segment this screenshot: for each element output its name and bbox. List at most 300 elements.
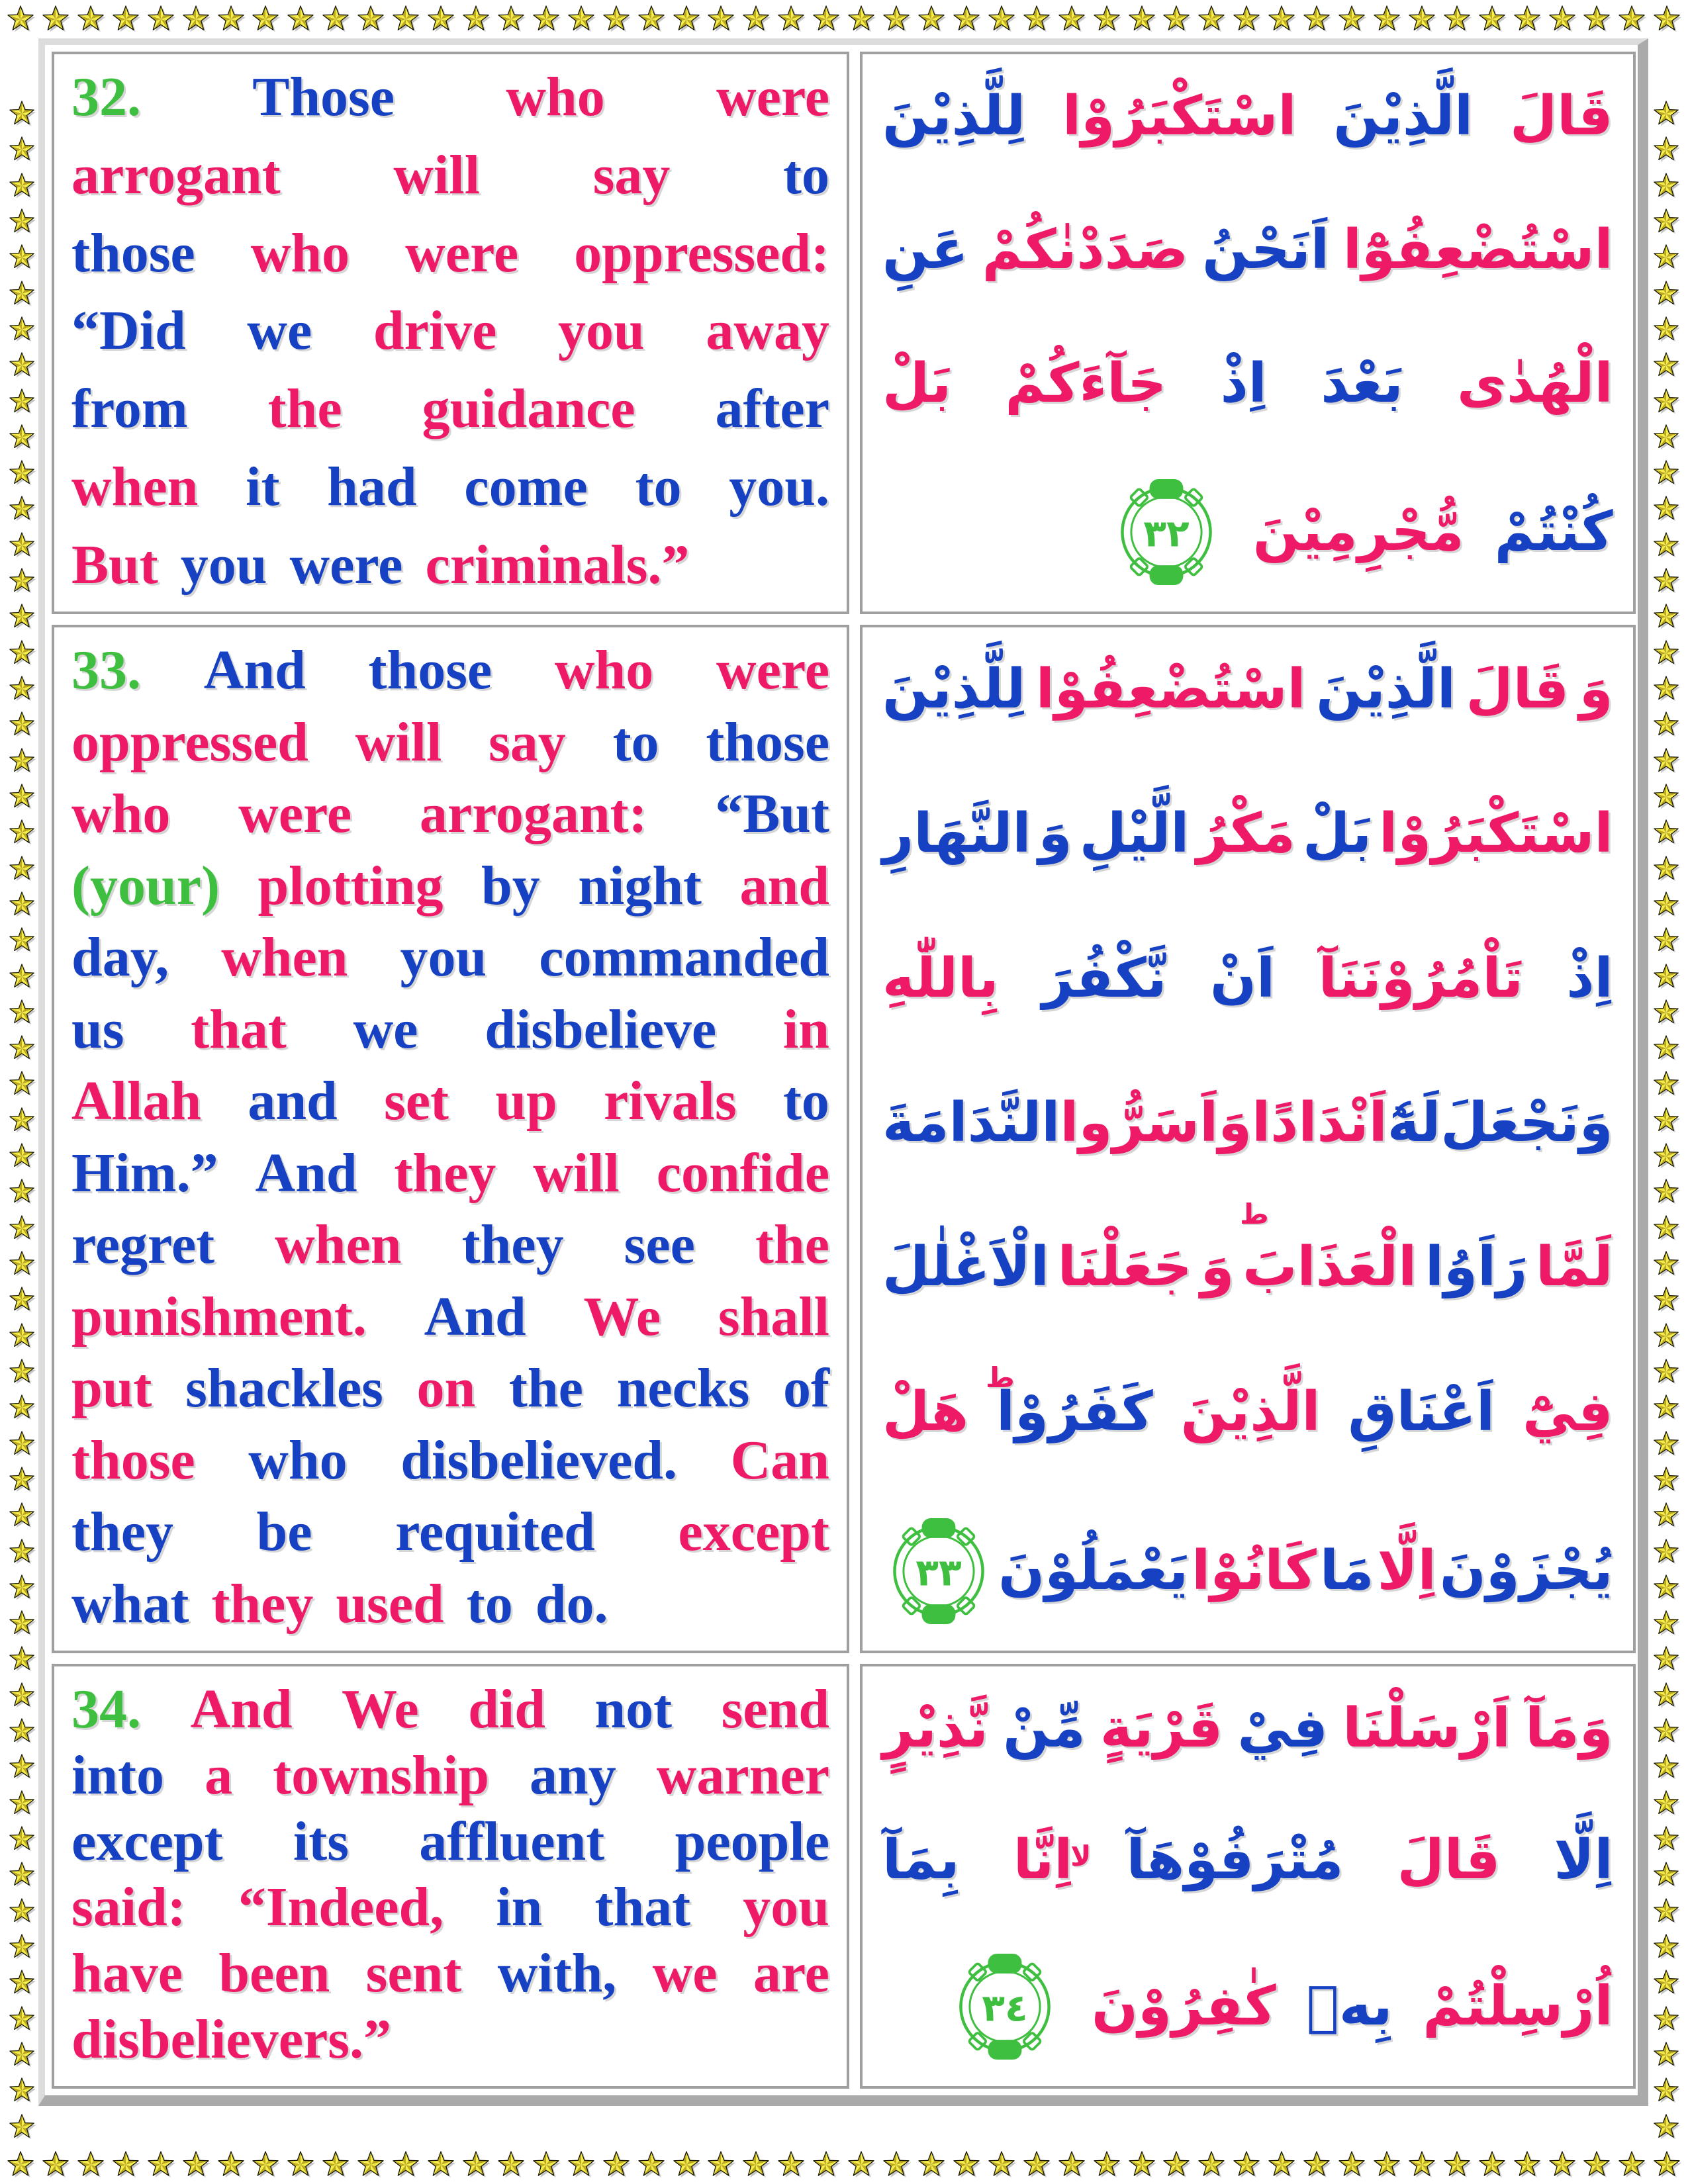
star-icon bbox=[5, 4, 36, 34]
english-word: it bbox=[246, 456, 280, 518]
waqf-mark: لا bbox=[1070, 1840, 1092, 1873]
english-word: by bbox=[481, 854, 540, 917]
star-icon bbox=[320, 2150, 351, 2180]
verse-33-arabic-cell bbox=[860, 625, 1636, 1653]
arabic-word: نَّذِيْرٍ bbox=[882, 1697, 988, 1760]
star-icon bbox=[811, 4, 841, 34]
arabic-line bbox=[882, 936, 1613, 1021]
arabic-word: بَلْ bbox=[1303, 802, 1372, 866]
star-icon bbox=[1512, 2150, 1542, 2180]
star-icon bbox=[1652, 1322, 1681, 1351]
star-icon bbox=[1652, 1933, 1681, 1962]
arabic-word: فِيْ bbox=[1237, 1697, 1328, 1760]
star-icon bbox=[1652, 1250, 1681, 1279]
star-icon bbox=[7, 1933, 36, 1962]
star-icon bbox=[1652, 1106, 1681, 1135]
star-icon bbox=[7, 1069, 36, 1099]
star-icon bbox=[881, 2150, 912, 2180]
star-icon bbox=[1652, 1430, 1681, 1459]
star-icon bbox=[1196, 2150, 1227, 2180]
arabic-word: نَّكْفُرَ bbox=[1042, 946, 1167, 1010]
star-icon bbox=[1512, 4, 1542, 34]
star-icon bbox=[1652, 531, 1681, 560]
verse-32-english-cell bbox=[52, 52, 849, 614]
star-icon bbox=[7, 99, 36, 128]
english-line bbox=[71, 1941, 829, 2005]
arabic-word: الَّذِيْنَ bbox=[1316, 658, 1456, 721]
star-icon bbox=[1652, 1214, 1681, 1243]
english-word: they bbox=[461, 1214, 564, 1276]
english-word: send bbox=[721, 1678, 829, 1740]
arabic-word: النَّهَارِ bbox=[882, 802, 1031, 866]
star-icon bbox=[146, 4, 176, 34]
english-word: who bbox=[250, 222, 350, 284]
star-icon bbox=[776, 4, 806, 34]
star-icon bbox=[846, 4, 876, 34]
english-word: Allah bbox=[71, 1070, 202, 1132]
english-word: Can bbox=[730, 1429, 829, 1491]
star-icon bbox=[111, 4, 141, 34]
english-word: We bbox=[583, 1285, 661, 1347]
english-word: And bbox=[190, 1678, 293, 1740]
arabic-word: اِنَّا bbox=[1013, 1829, 1073, 1891]
star-icon bbox=[1652, 1142, 1681, 1171]
star-icon bbox=[250, 2150, 281, 2180]
star-icon bbox=[355, 4, 386, 34]
arabic-word: مُّجْرِمِيْنَ bbox=[1252, 500, 1464, 564]
star-icon bbox=[1652, 782, 1681, 811]
english-word: 34. bbox=[71, 1678, 141, 1740]
arabic-word: اِذْ bbox=[1566, 946, 1613, 1010]
star-icon bbox=[916, 4, 947, 34]
star-icon bbox=[1652, 1897, 1681, 1926]
arabic-line bbox=[882, 1686, 1613, 1770]
english-word: had bbox=[327, 456, 417, 518]
star-icon bbox=[1407, 2150, 1437, 2180]
star-icon bbox=[1652, 1177, 1681, 1206]
star-icon bbox=[7, 1681, 36, 1710]
arabic-word: اَرْسَلْنَا bbox=[1342, 1697, 1511, 1760]
english-word: who bbox=[554, 639, 654, 701]
star-icon bbox=[1581, 4, 1612, 34]
english-word: Him.” bbox=[71, 1142, 218, 1204]
star-icon bbox=[776, 2150, 806, 2180]
arabic-line bbox=[882, 74, 1613, 158]
english-word: they bbox=[71, 1501, 173, 1563]
english-word: except bbox=[678, 1501, 829, 1563]
english-word: “Indeed, bbox=[238, 1876, 444, 1938]
arabic-word: الْاَغْلٰلَ bbox=[882, 1236, 1049, 1299]
arabic-line bbox=[882, 647, 1613, 731]
arabic-word: اِلَّا bbox=[1554, 1829, 1613, 1891]
star-icon bbox=[1652, 2040, 1681, 2070]
english-word: up bbox=[495, 1070, 557, 1132]
arabic-word: جَعَلْنَا bbox=[1057, 1236, 1192, 1299]
english-word: after bbox=[715, 378, 829, 440]
english-word: confide bbox=[656, 1142, 829, 1204]
arabic-word: كُنْتُمْ bbox=[1494, 500, 1613, 564]
star-icon bbox=[1652, 207, 1681, 236]
english-word: shackles bbox=[185, 1357, 383, 1420]
english-word: to bbox=[466, 1572, 513, 1635]
star-icon bbox=[1127, 2150, 1157, 2180]
verse-end-marker bbox=[949, 1950, 1061, 2064]
star-icon bbox=[1652, 1968, 1681, 1997]
arabic-word: بِهٖ bbox=[1306, 1975, 1393, 2038]
star-icon bbox=[1231, 2150, 1262, 2180]
english-word: And bbox=[203, 639, 306, 701]
english-word: 33. bbox=[71, 639, 141, 701]
star-icon bbox=[7, 1501, 36, 1530]
english-word: when bbox=[275, 1214, 402, 1276]
arabic-line bbox=[882, 341, 1613, 426]
english-line bbox=[71, 1285, 829, 1349]
english-word: its bbox=[293, 1810, 349, 1872]
star-icon bbox=[75, 4, 106, 34]
verse-end-marker bbox=[1110, 475, 1223, 589]
star-icon bbox=[7, 243, 36, 272]
arabic-word: بَلْ bbox=[882, 352, 951, 415]
star-icon bbox=[1652, 387, 1681, 416]
arabic-word: قَرْيَةٍ bbox=[1100, 1697, 1223, 1760]
english-word: in bbox=[496, 1876, 543, 1938]
star-icon bbox=[1652, 890, 1681, 919]
english-word: who bbox=[248, 1429, 348, 1491]
star-icon bbox=[7, 1537, 36, 1567]
star-icon bbox=[1652, 1537, 1681, 1567]
star-icon bbox=[811, 2150, 841, 2180]
verse-34-arabic-cell bbox=[860, 1664, 1636, 2089]
english-word: day, bbox=[71, 927, 169, 989]
english-line bbox=[71, 221, 829, 285]
arabic-word: النَّدَامَةَ bbox=[882, 1091, 1060, 1154]
english-word: and bbox=[248, 1070, 338, 1132]
arabic-word: اَنْ bbox=[1210, 946, 1276, 1010]
star-icon bbox=[7, 1430, 36, 1459]
star-icon bbox=[601, 4, 632, 34]
arabic-word: صَدَدْنٰكُمْ bbox=[982, 218, 1189, 281]
english-word: Those bbox=[252, 66, 395, 128]
star-icon bbox=[741, 2150, 771, 2180]
arabic-word: وَنَجْعَلَ bbox=[1440, 1091, 1613, 1154]
star-icon bbox=[7, 531, 36, 560]
star-icon bbox=[40, 4, 71, 34]
star-icon bbox=[1372, 4, 1402, 34]
star-icon bbox=[1652, 1357, 1681, 1387]
star-icon bbox=[1652, 926, 1681, 955]
star-icon bbox=[7, 279, 36, 308]
star-icon bbox=[1127, 4, 1157, 34]
english-line bbox=[71, 1809, 829, 1874]
star-border-top bbox=[5, 3, 1683, 36]
arabic-line bbox=[882, 1514, 1613, 1628]
star-icon bbox=[5, 2150, 36, 2180]
star-icon bbox=[1372, 2150, 1402, 2180]
english-word: sent bbox=[365, 1942, 462, 2005]
star-icon bbox=[986, 4, 1017, 34]
star-icon bbox=[7, 1897, 36, 1926]
arabic-word: مَا bbox=[1319, 1539, 1374, 1603]
star-icon bbox=[1442, 4, 1472, 34]
star-icon bbox=[1652, 243, 1681, 272]
arabic-word: مُتْرَفُوْهَآ bbox=[1126, 1829, 1344, 1891]
english-word: are bbox=[753, 1942, 829, 2005]
verse-34-english-cell bbox=[52, 1664, 849, 2089]
verse-end-medallion bbox=[1117, 475, 1216, 589]
star-icon bbox=[7, 1825, 36, 1854]
english-word: when bbox=[221, 927, 348, 989]
english-word: you bbox=[180, 533, 267, 596]
star-border-left bbox=[5, 99, 38, 2142]
star-icon bbox=[1652, 2076, 1681, 2105]
english-word: arrogant bbox=[71, 144, 281, 206]
star-icon bbox=[7, 854, 36, 884]
english-word: be bbox=[256, 1501, 312, 1563]
english-word: those bbox=[706, 711, 829, 773]
english-word: have bbox=[71, 1942, 183, 2005]
star-icon bbox=[7, 423, 36, 452]
english-word: you bbox=[743, 1876, 829, 1938]
arabic-word: اسْتَكْبَرُوْا bbox=[1062, 85, 1297, 148]
star-icon bbox=[1652, 1860, 1681, 1889]
star-icon bbox=[7, 1177, 36, 1206]
english-word: say bbox=[592, 144, 671, 206]
star-icon bbox=[1652, 1825, 1681, 1854]
star-icon bbox=[1161, 2150, 1192, 2180]
english-word: you bbox=[400, 927, 487, 989]
star-icon bbox=[7, 747, 36, 776]
english-word: those bbox=[368, 639, 492, 701]
star-icon bbox=[1652, 1573, 1681, 1602]
english-word: us bbox=[71, 998, 124, 1060]
english-line bbox=[71, 710, 829, 774]
arabic-word: قَالَ bbox=[1466, 658, 1570, 721]
english-line bbox=[71, 638, 829, 702]
star-icon bbox=[496, 2150, 526, 2180]
verse-32-arabic-cell bbox=[860, 52, 1636, 614]
english-line bbox=[71, 925, 829, 989]
arabic-line bbox=[882, 208, 1613, 292]
arabic-word: رَاَوُا bbox=[1425, 1236, 1528, 1299]
english-word: warner bbox=[656, 1744, 829, 1806]
english-line bbox=[71, 1500, 829, 1564]
english-word: what bbox=[71, 1572, 189, 1635]
star-icon bbox=[1301, 4, 1332, 34]
arabic-line bbox=[882, 1818, 1613, 1902]
star-icon bbox=[7, 1573, 36, 1602]
star-icon bbox=[7, 674, 36, 704]
english-word: to bbox=[782, 1070, 829, 1132]
star-icon bbox=[7, 1393, 36, 1422]
verse-number-arabic: ٣٢ bbox=[1143, 512, 1190, 556]
star-icon bbox=[7, 1357, 36, 1387]
arabic-word: اِلَّا bbox=[1377, 1539, 1436, 1603]
arabic-word: عَنِ bbox=[882, 218, 968, 281]
star-icon bbox=[1301, 2150, 1332, 2180]
star-icon bbox=[671, 4, 702, 34]
star-icon bbox=[7, 1142, 36, 1171]
english-line bbox=[71, 1572, 829, 1636]
star-icon bbox=[7, 1034, 36, 1063]
star-icon bbox=[1652, 1609, 1681, 1638]
arabic-line bbox=[882, 1225, 1613, 1309]
english-word: shall bbox=[718, 1285, 829, 1347]
star-icon bbox=[146, 2150, 176, 2180]
star-icon bbox=[741, 4, 771, 34]
star-icon bbox=[1442, 2150, 1472, 2180]
star-icon bbox=[7, 710, 36, 739]
star-icon bbox=[7, 818, 36, 847]
star-icon bbox=[1652, 818, 1681, 847]
arabic-word: وَ bbox=[1200, 1236, 1235, 1299]
star-icon bbox=[1092, 2150, 1122, 2180]
english-line bbox=[71, 1356, 829, 1420]
star-icon bbox=[1652, 423, 1681, 452]
english-word: say bbox=[489, 711, 566, 773]
star-icon bbox=[1652, 2005, 1681, 2034]
star-icon bbox=[7, 1717, 36, 1746]
english-word: will bbox=[393, 144, 481, 206]
star-icon bbox=[636, 2150, 667, 2180]
english-word: night bbox=[578, 854, 702, 917]
star-icon bbox=[7, 1609, 36, 1638]
star-icon bbox=[1652, 567, 1681, 596]
verse-number-arabic: ٣٣ bbox=[915, 1551, 962, 1595]
verse-end-medallion bbox=[889, 1514, 988, 1628]
arabic-word: مِّنْ bbox=[1003, 1697, 1086, 1760]
english-word: come bbox=[464, 456, 588, 518]
arabic-word: يَعْمَلُوْنَ bbox=[998, 1539, 1189, 1603]
arabic-word: الَّيْلِ bbox=[1079, 802, 1190, 866]
arabic-word: الْعَذَابَ bbox=[1243, 1236, 1417, 1299]
english-word: disbelieved. bbox=[400, 1429, 677, 1491]
star-icon bbox=[250, 4, 281, 34]
english-word: those bbox=[71, 222, 195, 284]
star-icon bbox=[1196, 4, 1227, 34]
english-line bbox=[71, 1069, 829, 1133]
arabic-word: اَنْدَادًا bbox=[1252, 1091, 1387, 1154]
star-icon bbox=[7, 1860, 36, 1889]
english-line bbox=[71, 1677, 829, 1741]
star-icon bbox=[1652, 1285, 1681, 1314]
english-word: (your) bbox=[71, 854, 220, 917]
star-icon bbox=[531, 2150, 561, 2180]
arabic-line bbox=[882, 475, 1613, 589]
arabic-word: كٰفِرُوْنَ bbox=[1091, 1975, 1276, 2038]
english-word: set bbox=[384, 1070, 449, 1132]
star-icon bbox=[7, 2113, 36, 2142]
english-word: requited bbox=[395, 1501, 595, 1563]
star-icon bbox=[566, 4, 596, 34]
english-word: you. bbox=[729, 456, 829, 518]
english-word: And bbox=[255, 1142, 357, 1204]
arabic-word: وَمَآ bbox=[1525, 1697, 1613, 1760]
english-word: the bbox=[508, 1357, 583, 1420]
star-icon bbox=[1652, 171, 1681, 201]
star-icon bbox=[1652, 99, 1681, 128]
star-icon bbox=[951, 4, 982, 34]
star-icon bbox=[1652, 1752, 1681, 1782]
star-icon bbox=[1336, 4, 1367, 34]
star-icon bbox=[7, 2040, 36, 2070]
star-icon bbox=[1161, 4, 1192, 34]
star-icon bbox=[461, 2150, 491, 2180]
star-icon bbox=[1652, 1717, 1681, 1746]
star-icon bbox=[1652, 279, 1681, 308]
star-icon bbox=[636, 4, 667, 34]
english-word: 32. bbox=[71, 66, 141, 128]
star-icon bbox=[601, 2150, 632, 2180]
english-word: were bbox=[716, 639, 829, 701]
star-icon bbox=[706, 4, 736, 34]
english-word: regret bbox=[71, 1214, 215, 1276]
english-word: who bbox=[71, 783, 171, 845]
english-word: disbelievers.” bbox=[71, 2008, 391, 2070]
english-line bbox=[71, 533, 829, 597]
english-word: affluent bbox=[419, 1810, 605, 1872]
star-icon bbox=[1581, 2150, 1612, 2180]
english-word: see bbox=[624, 1214, 695, 1276]
star-icon bbox=[1652, 1681, 1681, 1710]
english-word: drive bbox=[373, 300, 497, 362]
star-icon bbox=[181, 2150, 211, 2180]
star-icon bbox=[7, 602, 36, 631]
star-icon bbox=[1652, 1789, 1681, 1818]
english-word: were bbox=[238, 783, 352, 845]
star-icon bbox=[355, 2150, 386, 2180]
star-icon bbox=[7, 387, 36, 416]
star-icon bbox=[7, 2005, 36, 2034]
english-word: were bbox=[289, 533, 403, 596]
star-icon bbox=[7, 1789, 36, 1818]
english-line bbox=[71, 1428, 829, 1492]
star-icon bbox=[1021, 2150, 1052, 2180]
english-word: and bbox=[739, 854, 829, 917]
arabic-word: كَفَرُوْا bbox=[996, 1380, 1153, 1443]
arabic-word: كَانُوْا bbox=[1192, 1539, 1317, 1603]
english-word: But bbox=[71, 533, 158, 596]
english-word: the bbox=[755, 1214, 829, 1276]
star-icon bbox=[531, 4, 561, 34]
arabic-word: يُجْزَوْنَ bbox=[1439, 1539, 1613, 1603]
star-icon bbox=[40, 2150, 71, 2180]
english-word: into bbox=[71, 1744, 165, 1806]
english-word: And bbox=[424, 1285, 526, 1347]
english-word: who bbox=[506, 66, 605, 128]
star-icon bbox=[1652, 710, 1681, 739]
english-word: of bbox=[782, 1357, 829, 1420]
star-icon bbox=[7, 1645, 36, 1674]
star-icon bbox=[7, 1250, 36, 1279]
star-icon bbox=[1617, 4, 1647, 34]
star-icon bbox=[7, 782, 36, 811]
english-word: were bbox=[405, 222, 519, 284]
star-icon bbox=[1231, 4, 1262, 34]
english-word: from bbox=[71, 378, 188, 440]
star-icon bbox=[1652, 1645, 1681, 1674]
star-icon bbox=[216, 4, 246, 34]
english-word: commanded bbox=[539, 927, 829, 989]
star-icon bbox=[7, 1752, 36, 1782]
arabic-word: لِلَّذِيْنَ bbox=[882, 658, 1026, 721]
star-icon bbox=[1477, 2150, 1507, 2180]
star-icon bbox=[7, 135, 36, 164]
arabic-word: وَاَسَرُّوا bbox=[1060, 1091, 1252, 1154]
english-word: do. bbox=[535, 1572, 608, 1635]
english-word: plotting bbox=[258, 854, 444, 917]
english-word: We bbox=[342, 1678, 419, 1740]
arabic-word: تَاْمُرُوْنَنَآ bbox=[1318, 946, 1523, 1010]
